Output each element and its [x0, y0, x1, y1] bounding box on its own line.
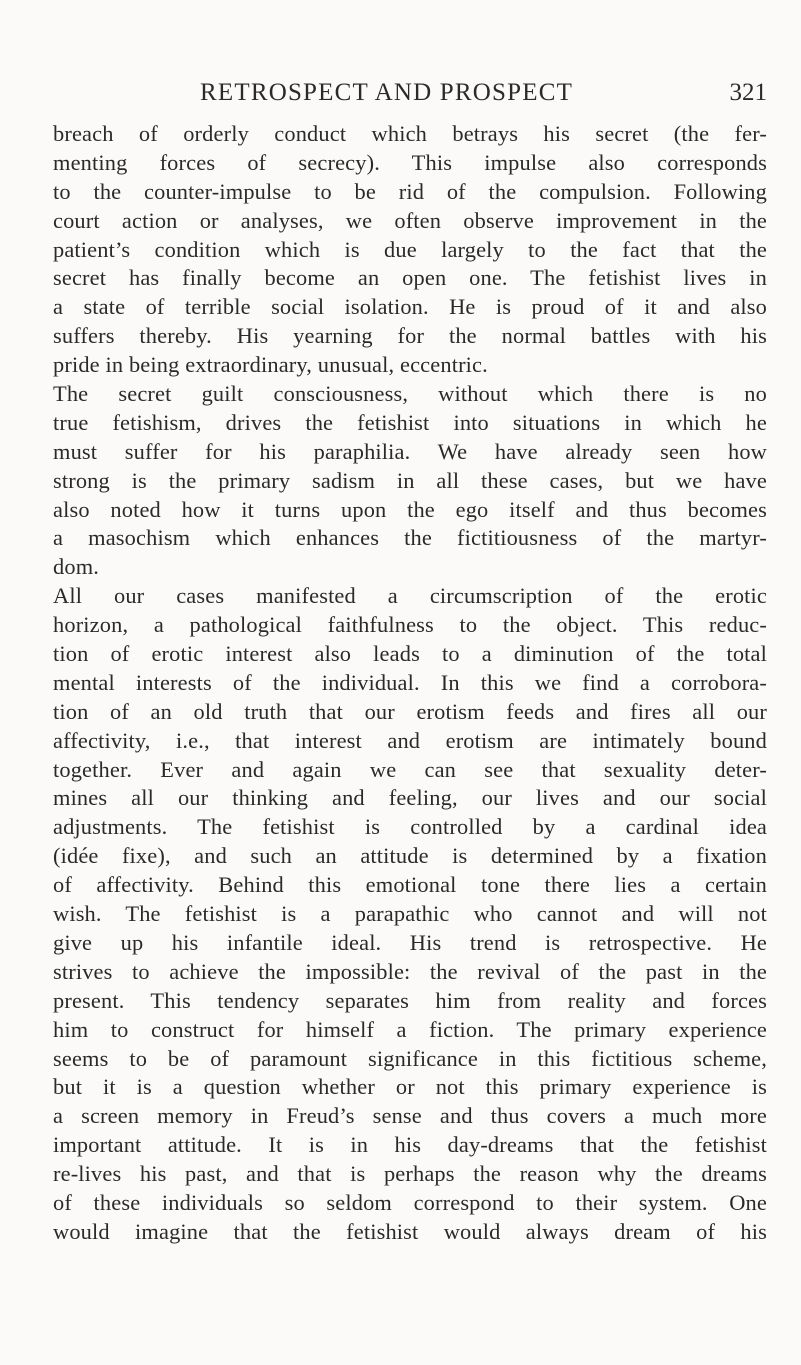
text-line: pride in being extraordinary, unusual, eccentric.: [53, 352, 488, 378]
text-line: a screen memory in Freud’s sense and thus covers a much more: [53, 1103, 767, 1129]
text-line: wish. The fetishist is a parapathic who cannot and will not: [53, 901, 767, 927]
text-line: mental interests of the individual. In this we find a corrobora-: [53, 669, 767, 695]
text-line: of affectivity. Behind this emotional tone there lies a certain: [53, 872, 767, 898]
text-line: important attitude. It is in his day-dreams that the fetishist: [53, 1132, 767, 1158]
text-line: a masochism which enhances the fictitiousness of the martyr-: [53, 525, 767, 551]
text-line: tion of erotic interest also leads to a diminution of the total: [53, 641, 767, 667]
text-line: dom.: [53, 554, 100, 580]
text-line: All our cases manifested a circumscription of the erotic: [53, 583, 767, 609]
text-line: tion of an old truth that our erotism feeds and fires all our: [53, 698, 767, 724]
text-line: of these individuals so seldom correspond to their system. One: [53, 1189, 767, 1215]
text-line: adjustments. The fetishist is controlled by a cardinal idea: [53, 814, 767, 840]
text-line: must suffer for his paraphilia. We have already seen how: [53, 438, 767, 464]
text-line: but it is a question whether or not this primary experience is: [53, 1074, 767, 1100]
text-line: give up his infantile ideal. His trend is retrospective. He: [53, 929, 767, 955]
text-line: horizon, a pathological faithfulness to the object. This reduc-: [53, 612, 767, 638]
text-line: secret has finally become an open one. The fetishist lives in: [53, 265, 767, 291]
text-line: affectivity, i.e., that interest and erotism are intimately bound: [53, 727, 767, 753]
text-line: (idée fixe), and such an attitude is determined by a fixation: [53, 843, 767, 869]
text-line: breach of orderly conduct which betrays his secret (the fer-: [53, 121, 767, 146]
text-line: strives to achieve the impossible: the revival of the past in the: [53, 958, 767, 984]
text-line: mines all our thinking and feeling, our lives and our social: [53, 785, 767, 811]
text-line: to the counter-impulse to be rid of the compulsion. Following: [53, 178, 767, 204]
text-line: strong is the primary sadism in all these cases, but we have: [53, 467, 767, 493]
text-line: re-lives his past, and that is perhaps the reason why the dreams: [53, 1161, 767, 1187]
running-head: [0, 78, 801, 112]
text-line: menting forces of secrecy). This impulse also corresponds: [53, 149, 767, 175]
page-number: 321: [729, 79, 767, 106]
text-line: a state of terrible social isolation. He is proud of it and also: [53, 294, 767, 320]
text-line: The secret guilt consciousness, without which there is no: [53, 381, 767, 407]
text-line: true fetishism, drives the fetishist into situations in which he: [53, 409, 767, 435]
text-line: together. Ever and again we can see that sexuality deter-: [53, 756, 767, 782]
text-line: court action or analyses, we often observe improvement in the: [53, 207, 767, 233]
text-line: seems to be of paramount significance in this fictitious scheme,: [53, 1045, 767, 1071]
text-line: patient’s condition which is due largely to the fact that the: [53, 236, 767, 262]
text-line: him to construct for himself a fiction. The primary experience: [53, 1016, 767, 1042]
text-line: would imagine that the fetishist would always dream of his: [53, 1218, 767, 1244]
text-line: suffers thereby. His yearning for the normal battles with his: [53, 323, 767, 349]
page-title: RETROSPECT AND PROSPECT: [200, 79, 574, 106]
text-line: also noted how it turns upon the ego itself and thus becomes: [53, 496, 767, 522]
body-text: [53, 120, 767, 1247]
text-line: present. This tendency separates him from reality and forces: [53, 987, 767, 1013]
